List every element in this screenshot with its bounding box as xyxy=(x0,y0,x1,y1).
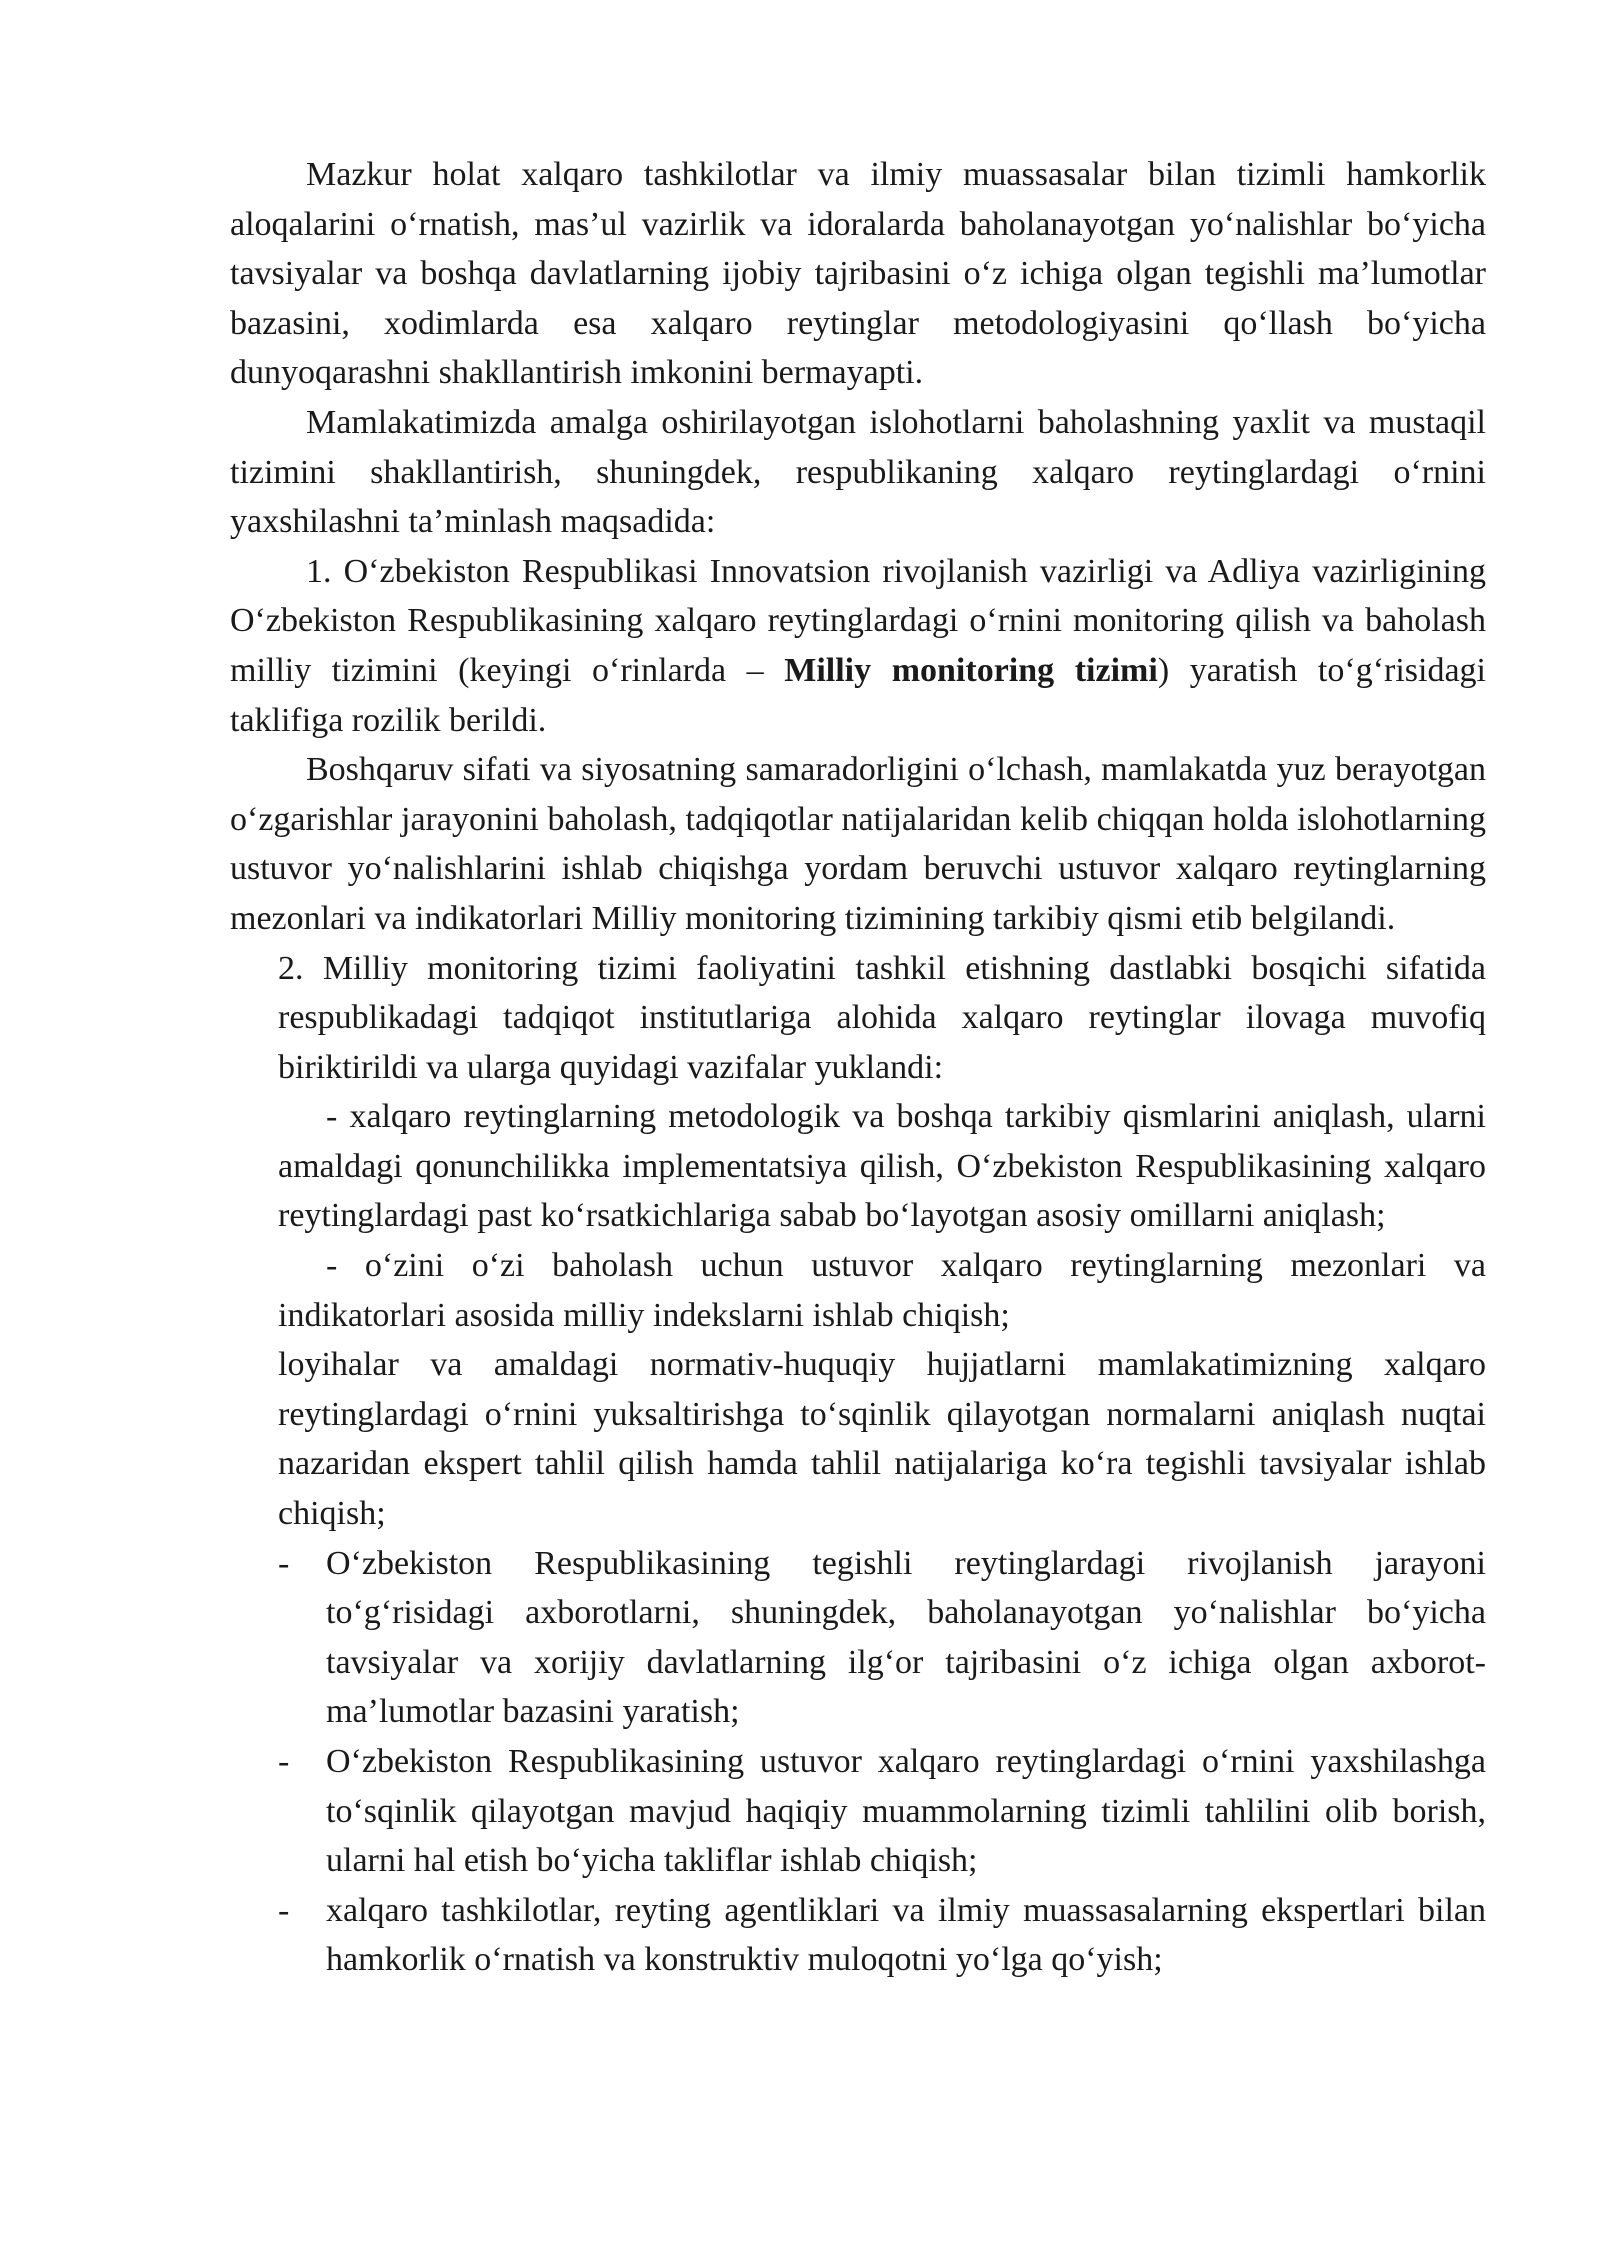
paragraph-context: Mazkur holat xalqaro tashkilotlar va ilmiy muassasalar bilan tizimli hamkorlik aloqalarini o‘rnatish, mas’ul vazirlik va idoralarda baholanayotgan yo‘nalishlar bo‘yicha tavsiyalar va boshqa davlatlarning ijobiy tajribasini o‘z ichiga olgan tegishli ma’lumotlar bazasini, xodimlarda esa xalqaro reytinglar metodologiyasini qo‘llash bo‘yicha dunyoqarashni shakllantirish imkonini bermayapti. xyxy=(230,156,1486,392)
document-body xyxy=(230,150,1486,1985)
item-1-text-start: 1. O‘zbekiston Respublikasi Innovatsion rivojlanish vazirligi va Adliya vazirligining O‘zbekiston Respublikasining xalqaro reytinglardagi o‘rnini monitoring qilish va baholash milliy tizimini (keyingi o‘rinlarda – xyxy=(230,552,1486,689)
paragraph-item-1 xyxy=(230,547,1486,745)
bullet-text: O‘zbekiston Respublikasining ustuvor xalqaro reytinglardagi o‘rnini yaxshilashga to‘sqinlik qilayotgan mavjud haqiqiy muammolarning tizimli tahlilini olib borish, ularni hal etish bo‘yicha takliflar ishlab chiqish; xyxy=(326,1743,1486,1880)
bullet-dash: - xyxy=(278,1743,290,1780)
bullet-item-cooperation xyxy=(278,1886,1486,1985)
paragraph-purpose: Mamlakatimizda amalga oshirilayotgan islohotlarni baholashning yaxlit va mustaqil tizimini shakllantirish, shuningdek, respublikaning xalqaro reytinglardagi o‘rnini yaxshilashni ta’minlash maqsadida: xyxy=(230,403,1486,541)
task-expert-analysis: loyihalar va amaldagi normativ-huquqiy hujjatlarni mamlakatimizning xalqaro reytinglardagi o‘rnini yuksaltirishga to‘sqinlik qilayotgan normalarni aniqlash nuqtai nazaridan ekspert tahlil qilish hamda tahlil natijalariga ko‘ra tegishli tavsiyalar ishlab chiqish; xyxy=(278,1346,1486,1533)
task-methodology: - xalqaro reytinglarning metodologik va boshqa tarkibiy qismlarini aniqlash, ularni amaldagi qonunchilikka implementatsiya qilish, O‘zbekiston Respublikasining xalqaro reytinglardagi past ko‘rsatkichlariga sabab bo‘layotgan asosiy omillarni aniqlash; xyxy=(278,1098,1486,1235)
paragraph-criteria: Boshqaruv sifati va siyosatning samaradorligini o‘lchash, mamlakatda yuz berayotgan o‘zgarishlar jarayonini baholash, tadqiqotlar natijalaridan kelib chiqqan holda islohotlarning ustuvor yo‘nalishlarini ishlab chiqishga yordam beruvchi ustuvor xalqaro reytinglarning mezonlari va indikatorlari Milliy monitoring tizimining tarkibiy qismi etib belgilandi. xyxy=(230,751,1486,937)
item-1-text-end: ) yaratish to‘g‘risidagi taklifiga rozilik berildi. xyxy=(230,651,1486,739)
paragraph-item-2: 2. Milliy monitoring tizimi faoliyatini tashkil etishning dastlabki bosqichi sifatida respublikadagi tadqiqot institutlariga alohida xalqaro reytinglar ilovaga muvofiq biriktirildi va ularga quyidagi vazifalar yuklandi: xyxy=(278,949,1486,1086)
bullet-dash: - xyxy=(278,1544,290,1582)
item-1-bold-term: Milliy monitoring tizimi xyxy=(784,651,1158,689)
bullet-dash: - xyxy=(278,1891,290,1929)
bullet-text: O‘zbekiston Respublikasining tegishli reytinglardagi rivojlanish jarayoni to‘g‘risidagi axborotlarni, shuningdek, baholanayotgan yo‘nalishlar bo‘yicha tavsiyalar va xorijiy davlatlarning ilg‘or tajribasini o‘z ichiga olgan axborot-ma’lumotlar bazasini yaratish; xyxy=(326,1544,1486,1731)
task-self-assessment: - o‘zini o‘zi baholash uchun ustuvor xalqaro reytinglarning mezonlari va indikatorlari asosida milliy indekslarni ishlab chiqish; xyxy=(278,1247,1486,1334)
bullet-text: xalqaro tashkilotlar, reyting agentliklari va ilmiy muassasalarning ekspertlari bilan hamkorlik o‘rnatish va konstruktiv muloqotni yo‘lga qo‘yish; xyxy=(326,1891,1486,1979)
bullet-item-database xyxy=(278,1539,1486,1737)
bullet-item-analysis xyxy=(278,1737,1486,1886)
